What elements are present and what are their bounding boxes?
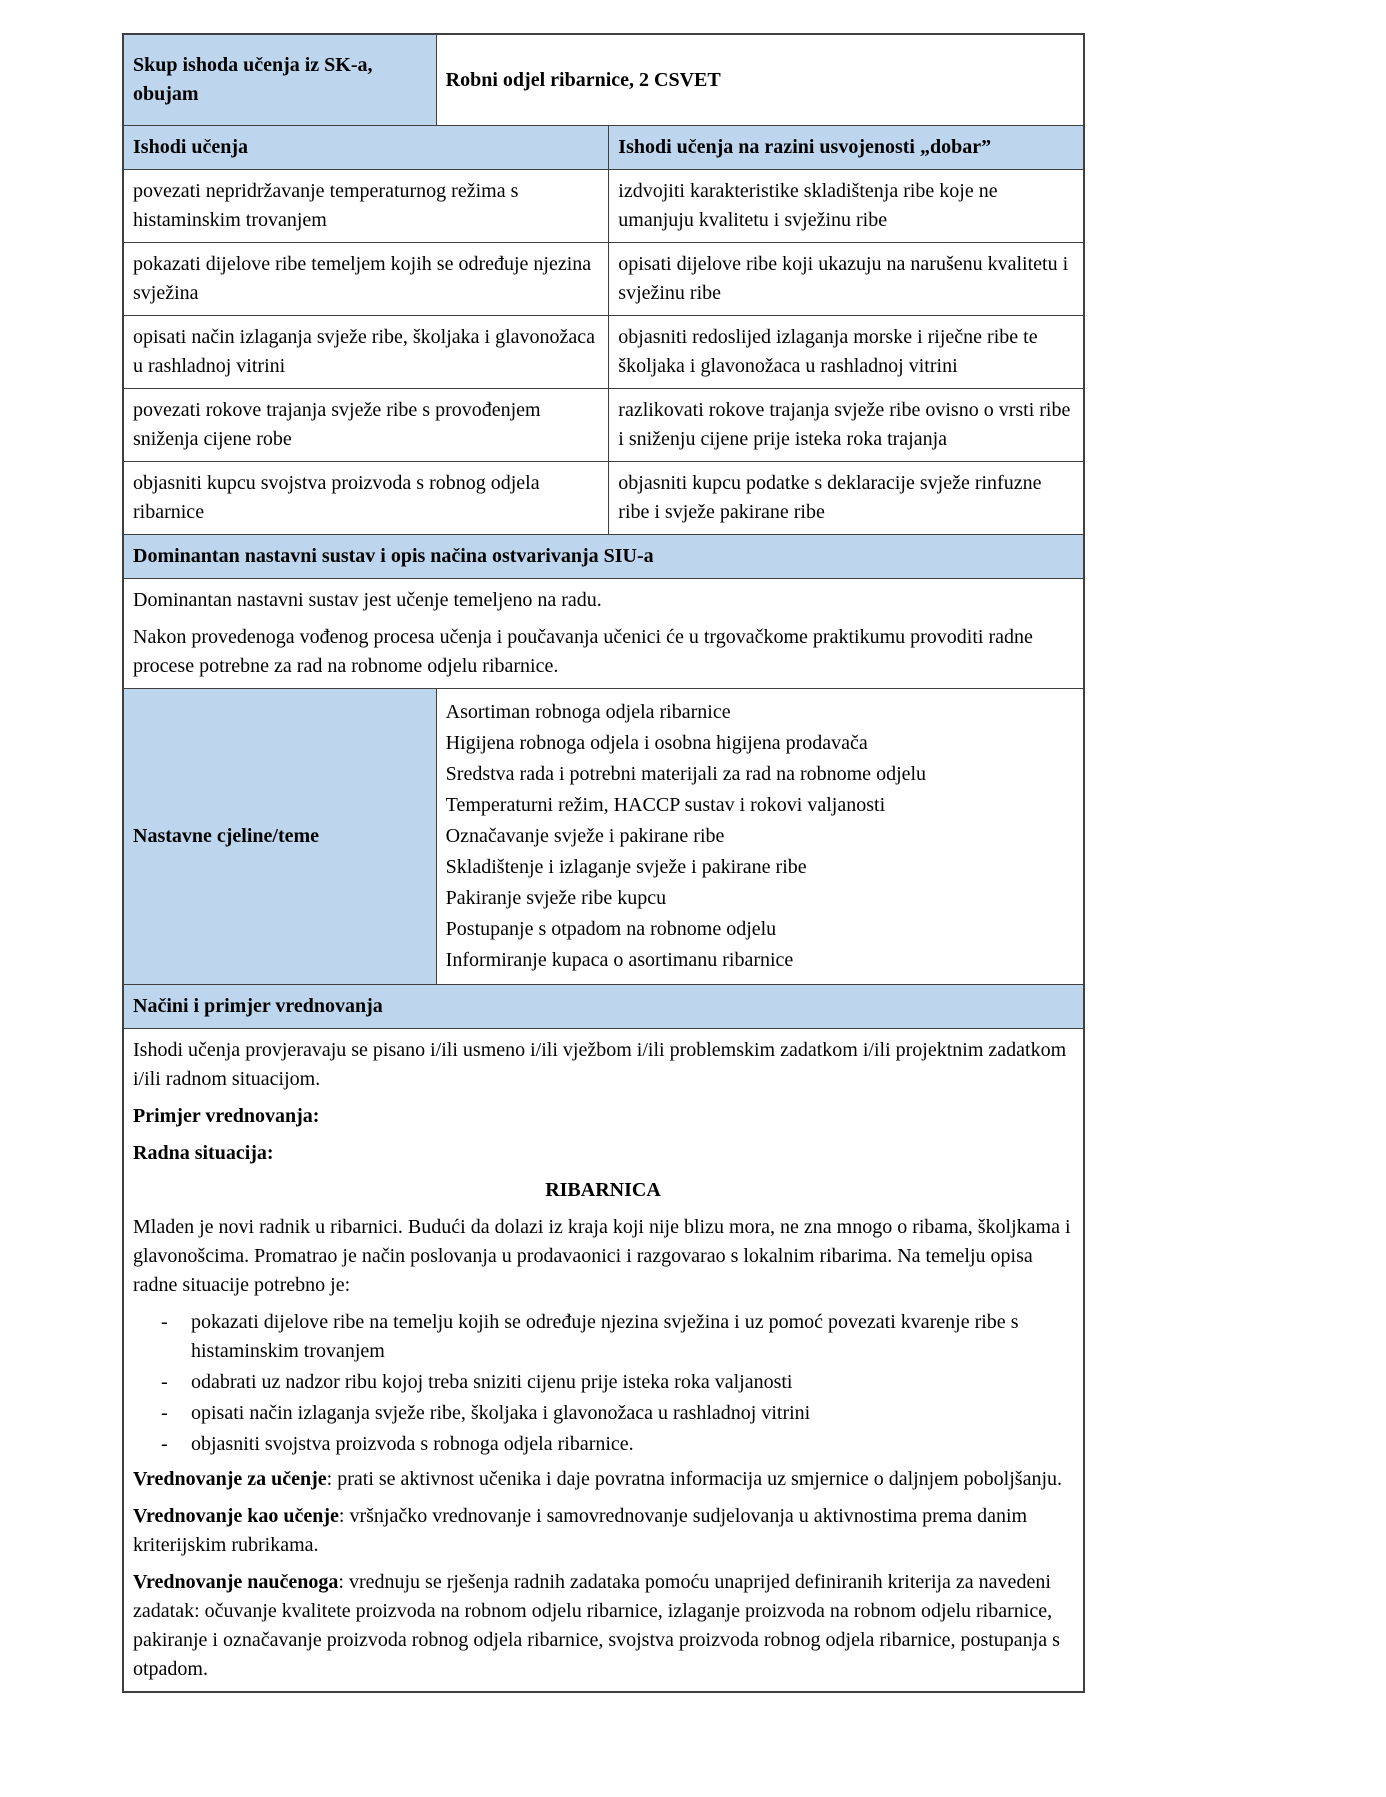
dominant-system-text — [124, 579, 1083, 688]
table-row-outcomes-header — [124, 125, 1083, 169]
table-row-outcome — [124, 242, 1083, 315]
outcome-right: opisati dijelove ribe koji ukazuju na narušenu kvalitetu i svježinu ribe — [608, 243, 1083, 315]
table-row-evaluation-body — [124, 1028, 1083, 1691]
evaluation-paragraph-of-learned — [133, 1568, 1073, 1684]
units-list — [436, 689, 1083, 984]
bullet-dash: - — [161, 1433, 168, 1455]
task-item — [161, 1308, 1073, 1366]
unit-item: Postupanje s otpadom na robnome odjelu — [445, 918, 777, 940]
evaluation-example-label: Primjer vrednovanja: — [133, 1105, 320, 1127]
units-label: Nastavne cjeline/teme — [124, 689, 436, 984]
unit-item: Higijena robnoga odjela i osobna higijena prodavača — [445, 732, 868, 754]
dominant-paragraph: Dominantan nastavni sustav jest učenje temeljeno na radu. — [133, 589, 602, 611]
task-text: opisati način izlaganja svježe ribe, školjaka i glavonožaca u rashladnoj vitrini — [191, 1402, 811, 1424]
task-item — [161, 1399, 1073, 1428]
task-item — [161, 1368, 1073, 1397]
evaluation-paragraph-label: Vrednovanje za učenje — [133, 1468, 327, 1490]
outcomes-header-right: Ishodi učenja na razini usvojenosti „dobar” — [608, 126, 1083, 169]
table-row-outcome — [124, 461, 1083, 534]
unit-item: Temperaturni režim, HACCP sustav i rokovi valjanosti — [445, 794, 886, 816]
table-row-outcome — [124, 169, 1083, 242]
table-row-outcome — [124, 388, 1083, 461]
unit-item: Asortiman robnoga odjela ribarnice — [445, 701, 731, 723]
situation-title: RIBARNICA — [545, 1179, 661, 1201]
module-set-label: Skup ishoda učenja iz SK-a, obujam — [124, 35, 436, 125]
table-row-evaluation-header — [124, 984, 1083, 1028]
outcome-right: objasniti kupcu podatke s deklaracije svježe rinfuzne ribe i svježe pakirane ribe — [608, 462, 1083, 534]
table-row-dominant-header — [124, 534, 1083, 578]
evaluation-body — [124, 1029, 1083, 1691]
task-item — [161, 1430, 1073, 1459]
table-row-outcome — [124, 315, 1083, 388]
bullet-dash: - — [161, 1311, 168, 1333]
task-text: pokazati dijelove ribe na temelju kojih se određuje njezina svježina i uz pomoć povezati kvarenje ribe s histaminskim trovanjem — [191, 1311, 1019, 1362]
unit-item: Sredstva rada i potrebni materijali za rad na robnome odjelu — [445, 763, 927, 785]
task-text: odabrati uz nadzor ribu kojoj treba sniziti cijenu prije isteka roka valjanosti — [191, 1371, 793, 1393]
table-row-units — [124, 688, 1083, 984]
outcome-left: opisati način izlaganja svježe ribe, školjaka i glavonožaca u rashladnoj vitrini — [133, 326, 596, 377]
dominant-paragraph: Nakon provedenoga vođenog procesa učenja i poučavanja učenici će u trgovačkome praktikumu provoditi radne procese potrebne za rad na robnome odjelu ribarnice. — [133, 626, 1033, 677]
outcome-left: povezati rokove trajanja svježe ribe s provođenjem sniženja cijene robe — [133, 399, 541, 450]
bullet-dash: - — [161, 1371, 168, 1393]
task-text: objasniti svojstva proizvoda s robnoga odjela ribarnice. — [191, 1433, 634, 1455]
outcome-left: pokazati dijelove ribe temeljem kojih se određuje njezina svježina — [133, 253, 592, 304]
outcome-right: objasniti redoslijed izlaganja morske i riječne ribe te školjaka i glavonožaca u rashladnoj vitrini — [608, 316, 1083, 388]
outcome-left: objasniti kupcu svojstva proizvoda s robnog odjela ribarnice — [133, 472, 540, 523]
module-title: Robni odjel ribarnice, 2 CSVET — [436, 35, 1083, 125]
task-list — [133, 1308, 1073, 1459]
situation-text: Mladen je novi radnik u ribarnici. Budući da dolazi iz kraja koji nije blizu mora, ne zna mnogo o ribama, školjkama i glavonošcima. Promatrao je način poslovanja u prodavaonici i razgovarao s lokalnim ribarima. Na temelju opisa radne situacije potrebno je: — [133, 1216, 1071, 1296]
evaluation-paragraph-label: Vrednovanje naučenoga — [133, 1571, 339, 1593]
outcome-right: izdvojiti karakteristike skladištenja ribe koje ne umanjuju kvalitetu i svježinu ribe — [608, 170, 1083, 242]
evaluation-paragraph-label: Vrednovanje kao učenje — [133, 1505, 339, 1527]
evaluation-paragraph-as-learning — [133, 1502, 1073, 1560]
table-row-module — [124, 35, 1083, 125]
evaluation-paragraph-text: : vršnjačko vrednovanje i samovrednovanje sudjelovanja u aktivnostima prema danim kriterijskim rubrikama. — [133, 1505, 1028, 1556]
evaluation-paragraph-for-learning — [133, 1465, 1073, 1494]
evaluation-paragraph-text: : prati se aktivnost učenika i daje povratna informacija uz smjernice o daljnjem poboljšanju. — [326, 1468, 1063, 1490]
outcome-right: razlikovati rokove trajanja svježe ribe ovisno o vrsti ribe i sniženju cijene prije isteka roka trajanja — [608, 389, 1083, 461]
outcomes-header-left: Ishodi učenja — [124, 126, 608, 169]
unit-item: Skladištenje i izlaganje svježe i pakirane ribe — [445, 856, 807, 878]
evaluation-header: Načini i primjer vrednovanja — [124, 985, 1083, 1028]
curriculum-table — [122, 33, 1085, 1693]
evaluation-paragraph-text: : vrednuju se rješenja radnih zadataka pomoću unaprijed definiranih kriterija za navedeni zadatak: očuvanje kvalitete proizvoda na robnom odjelu ribarnice, izlaganje proizvoda na robnom odjelu ribarnice, pakiranje i označavanje proizvoda robnog odjela ribarnice, svojstva proizvoda robnog odjela ribarnice, postupanja s otpadom. — [133, 1571, 1060, 1680]
dominant-system-header: Dominantan nastavni sustav i opis načina ostvarivanja SIU-a — [124, 535, 1083, 578]
evaluation-intro: Ishodi učenja provjeravaju se pisano i/ili usmeno i/ili vježbom i/ili problemskim zadatkom i/ili projektnim zadatkom i/ili radnom situacijom. — [133, 1039, 1067, 1090]
unit-item: Informiranje kupaca o asortimanu ribarnice — [445, 949, 794, 971]
evaluation-situation-label: Radna situacija: — [133, 1142, 274, 1164]
table-row-dominant-text — [124, 578, 1083, 688]
bullet-dash: - — [161, 1402, 168, 1424]
outcome-left: povezati nepridržavanje temperaturnog režima s histaminskim trovanjem — [133, 180, 519, 231]
unit-item: Označavanje svježe i pakirane ribe — [445, 825, 725, 847]
unit-item: Pakiranje svježe ribe kupcu — [445, 887, 667, 909]
